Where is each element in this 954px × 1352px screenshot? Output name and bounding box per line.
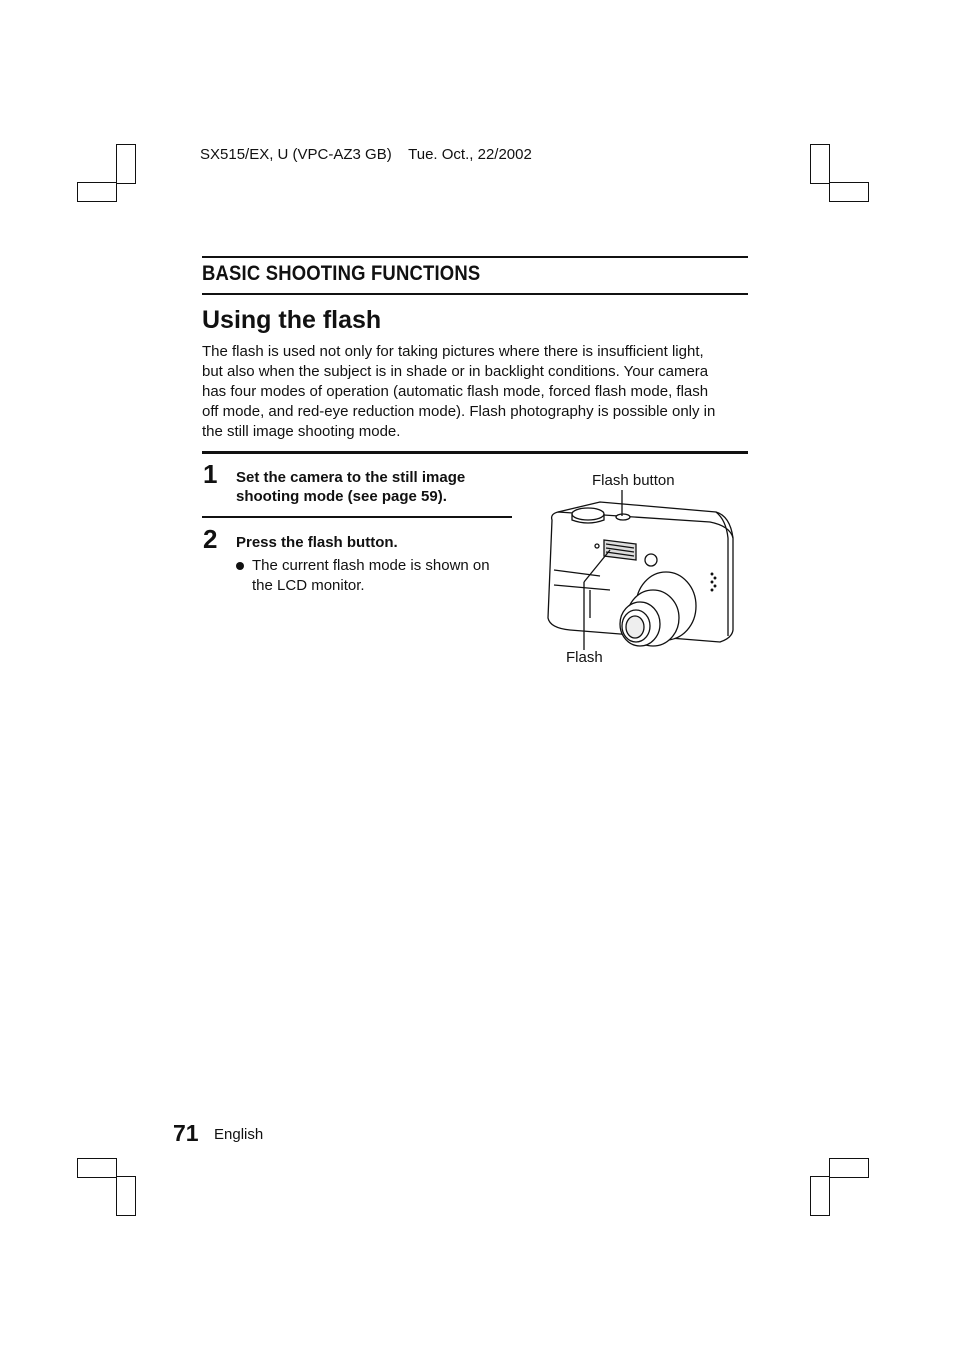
bullet-line: the LCD monitor. [252, 577, 365, 594]
print-header [200, 146, 532, 163]
steps-top-rule [202, 451, 748, 454]
bullet-item [236, 556, 516, 596]
step-divider [202, 516, 512, 518]
section-bottom-rule [202, 293, 748, 295]
page-title: Using the flash [202, 306, 382, 334]
bullet-dot-icon [236, 562, 244, 570]
step-line: Press the flash button. [236, 534, 398, 551]
intro-paragraph [202, 342, 750, 442]
intro-line: the still image shooting mode. [202, 423, 401, 440]
step-number: 1 [203, 459, 218, 489]
intro-line: has four modes of operation (automatic flash mode, forced flash mode, flash [202, 383, 709, 400]
flash-caption: Flash [566, 649, 603, 666]
intro-line: off mode, and red-eye reduction mode). Flash photography is possible only in [202, 403, 716, 420]
crop-mark-top-left-horizontal [77, 182, 117, 202]
crop-mark-top-right-horizontal [829, 182, 869, 202]
step-instruction [236, 533, 398, 552]
crop-mark-bottom-right-vertical [810, 1176, 830, 1216]
intro-line: but also when the subject is in shade or in backlight conditions. Your camera [202, 363, 709, 380]
crop-mark-bottom-left-vertical [116, 1176, 136, 1216]
crop-mark-bottom-right-horizontal [829, 1158, 869, 1178]
page-number: 71 [173, 1120, 199, 1146]
bullet-text [236, 556, 516, 596]
crop-mark-bottom-left-horizontal [77, 1158, 117, 1178]
step-line: Set the camera to the still image [236, 469, 466, 486]
flash-button-caption: Flash button [592, 472, 675, 489]
intro-line: The flash is used not only for taking pictures where there is insufficient light, [202, 343, 704, 360]
step-line: shooting mode (see page 59). [236, 488, 447, 505]
bullet-line: The current flash mode is shown on [252, 557, 490, 574]
section-top-rule [202, 256, 748, 258]
step-number: 2 [203, 524, 218, 554]
camera-illustration [540, 490, 745, 655]
crop-mark-top-left-vertical [116, 144, 136, 184]
print-date: Tue. Oct., 22/2002 [408, 146, 532, 163]
model-info: SX515/EX, U (VPC-AZ3 GB) [200, 146, 392, 163]
language-label: English [214, 1126, 264, 1143]
section-title: BASIC SHOOTING FUNCTIONS [202, 262, 481, 285]
step-instruction [236, 468, 465, 506]
crop-mark-top-right-vertical [810, 144, 830, 184]
